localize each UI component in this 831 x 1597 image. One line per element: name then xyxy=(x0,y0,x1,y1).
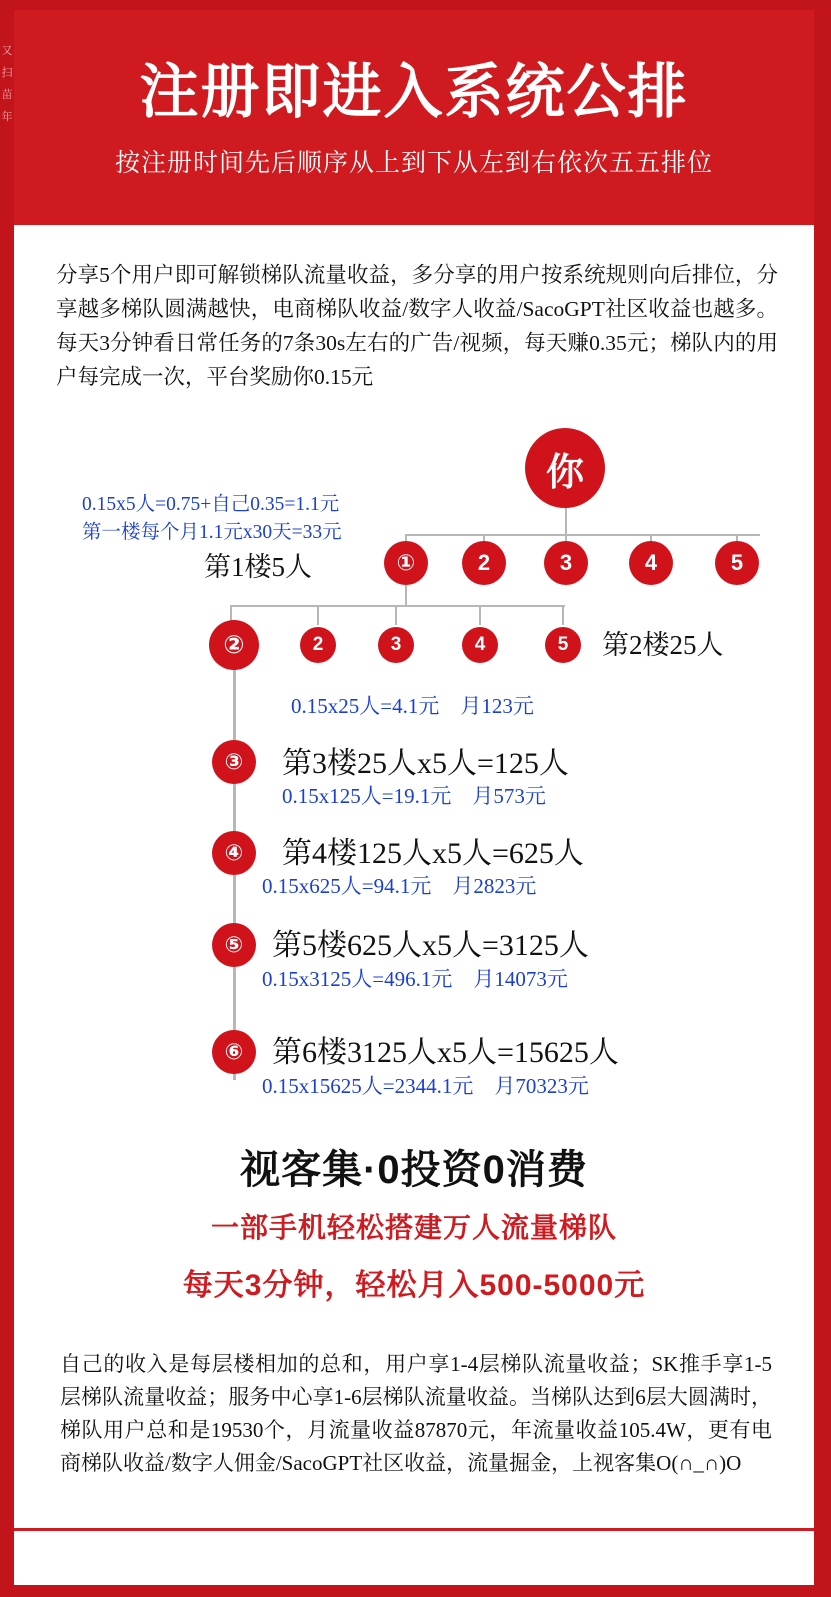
floor4-calc: 0.15x625人=94.1元 月2823元 xyxy=(262,874,537,898)
floor5-title: 第5楼625人x5人=3125人 xyxy=(272,929,589,962)
connector-floor2-drop-3 xyxy=(395,605,397,625)
slogan-tertiary: 每天3分钟，轻松月入500-5000元 xyxy=(182,1269,646,1302)
floor4-badge: ④ xyxy=(212,831,256,875)
floor1-label: 第1楼5人 xyxy=(204,552,312,582)
connector-floor1-bus xyxy=(405,534,760,536)
floor1-node-5: 5 xyxy=(715,541,759,585)
floor1-node-2: 2 xyxy=(462,541,506,585)
footer-paragraph: 自己的收入是每层楼相加的总和，用户享1-4层梯队流量收益；SK推手享1-5层梯队流量收益；服务中心享1-6层梯队流量收益。当梯队达到6层大圆满时，梯队用户总和是19530个，月流量收益87870元，年流量收益105.4W，更有电商梯队收益/数字人佣金/SacoGPT社区收益，流量掘金，上视客集O(∩_∩)O xyxy=(60,1352,772,1475)
floor3-badge: ③ xyxy=(212,740,256,784)
floor2-node-3: 3 xyxy=(378,627,414,663)
poster-sheet xyxy=(14,10,814,1582)
floor2-node-2: 2 xyxy=(300,627,336,663)
connector-floor2-drop-5 xyxy=(562,605,564,625)
page-subtitle: 按注册时间先后顺序从上到下从左到右依次五五排位 xyxy=(114,149,713,177)
root-node: 你 xyxy=(525,428,605,508)
floor2-node-4: 4 xyxy=(462,627,498,663)
connector-root-vertical xyxy=(565,508,567,536)
floor6-calc: 0.15x15625人=2344.1元 月70323元 xyxy=(262,1074,589,1098)
floor3-title: 第3楼25人x5人=125人 xyxy=(282,747,569,780)
connector-floor2-bus xyxy=(230,605,565,607)
floor2-calc: 0.15x25人=4.1元 月123元 xyxy=(291,694,534,718)
page-title: 注册即进入系统公排 xyxy=(139,59,689,126)
connector-floor2-drop-2 xyxy=(317,605,319,625)
edge-marks: 又 扫 苗 年 xyxy=(1,45,13,123)
bottom-strip xyxy=(14,1528,814,1585)
floor5-badge: ⑤ xyxy=(212,923,256,967)
intro-paragraph: 分享5个用户即可解锁梯队流量收益，多分享的用户按系统规则向后排位，分享越多梯队圆满越快，电商梯队收益/数字人收益/SacoGPT社区收益也越多。每天3分钟看日常任务的7条30s左右的广告/视频，每天赚0.35元；梯队内的用户每完成一次，平台奖励你0.15元 xyxy=(56,263,778,389)
poster-header xyxy=(14,10,814,225)
floor1-calc-line2: 第一楼每个月1.1元x30天=33元 xyxy=(82,522,342,543)
slogan-secondary: 一部手机轻松搭建万人流量梯队 xyxy=(210,1212,617,1243)
connector-floor2-drop-4 xyxy=(479,605,481,625)
floor4-title: 第4楼125人x5人=625人 xyxy=(282,837,584,870)
floor6-badge: ⑥ xyxy=(212,1030,256,1074)
floor1-calc-line1: 0.15x5人=0.75+自己0.35=1.1元 xyxy=(82,494,340,515)
floor2-node-5: 5 xyxy=(545,627,581,663)
floor1-node-1: ① xyxy=(384,541,428,585)
floor5-calc: 0.15x3125人=496.1元 月14073元 xyxy=(262,967,568,991)
floor3-calc: 0.15x125人=19.1元 月573元 xyxy=(282,784,546,808)
floor1-node-3: 3 xyxy=(544,541,588,585)
slogan-primary: 视客集·0投资0消费 xyxy=(240,1148,588,1192)
connector-spine xyxy=(233,670,236,1080)
floor6-title: 第6楼3125人x5人=15625人 xyxy=(272,1036,619,1069)
connector-floor2-stem xyxy=(405,585,407,607)
floor2-node-1: ② xyxy=(209,620,259,670)
floor1-node-4: 4 xyxy=(629,541,673,585)
floor2-label: 第2楼25人 xyxy=(602,630,724,660)
pyramid-diagram xyxy=(14,428,814,1118)
